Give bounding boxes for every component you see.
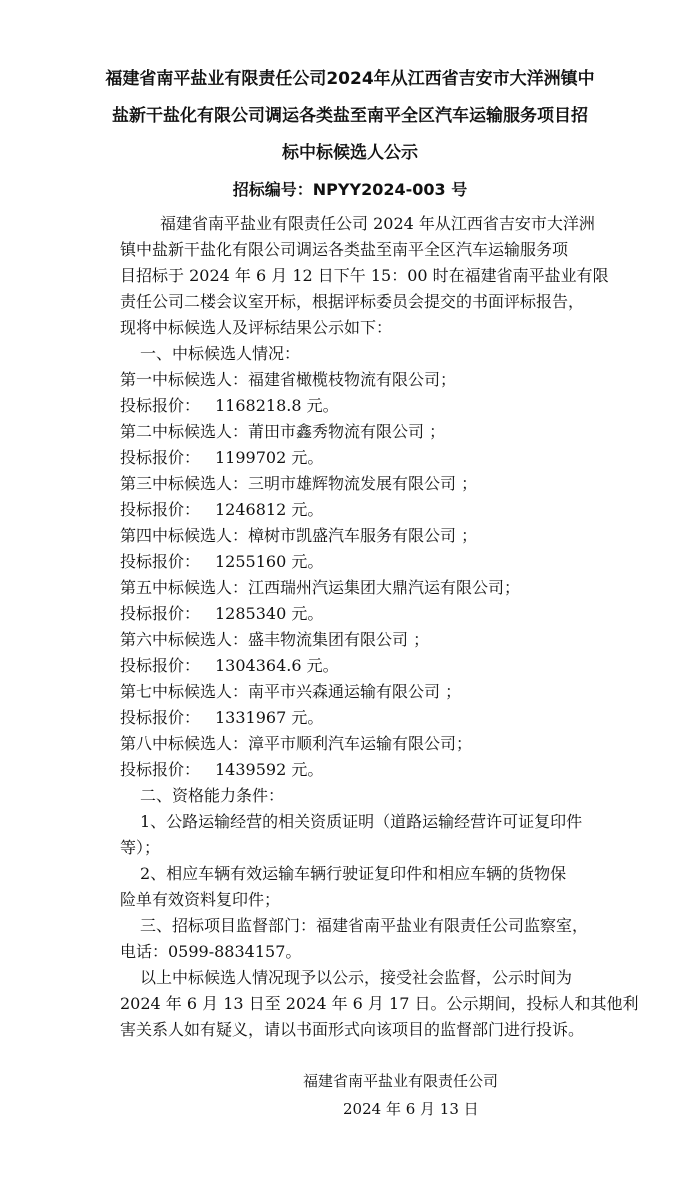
candidate-label: 第一中标候选人：	[120, 370, 249, 389]
intro-line: 镇中盐新干盐化有限公司调运各类盐至南平全区汽车运输服务项	[120, 240, 569, 259]
closing-line: 害关系人如有疑义，请以书面形式向该项目的监督部门进行投诉。	[120, 1020, 585, 1039]
supervision-phone: 电话：0599-8834157。	[120, 942, 302, 961]
section-heading: 二、资格能力条件：	[140, 786, 285, 805]
candidate-name: 江西瑞州汽运集团大鼎汽运有限公司；	[248, 578, 521, 597]
candidate-label: 第四中标候选人：	[120, 526, 249, 545]
candidate-name: 福建省橄榄枝物流有限公司；	[248, 370, 457, 389]
bid-price-label: 投标报价：	[120, 552, 201, 571]
requirement-line: 2、相应车辆有效运输车辆行驶证复印件和相应车辆的货物保	[140, 864, 567, 883]
supervision-line: 三、招标项目监督部门：福建省南平盐业有限责任公司监察室，	[140, 916, 589, 935]
title-line-3: 标中标候选人公示	[282, 143, 418, 163]
bid-price-label: 投标报价：	[120, 708, 201, 727]
intro-line: 责任公司二楼会议室开标，根据评标委员会提交的书面评标报告，	[120, 292, 585, 311]
candidate-name: 莆田市鑫秀物流有限公司 ；	[248, 422, 446, 441]
candidate-name: 漳平市顺利汽车运输有限公司；	[248, 734, 473, 753]
bid-price-label: 投标报价：	[120, 396, 201, 415]
bid-price: 1255160 元。	[215, 552, 324, 571]
bid-price: 1199702 元。	[215, 448, 324, 467]
signature-company: 福建省南平盐业有限责任公司	[303, 1072, 499, 1090]
candidate-label: 第六中标候选人：	[120, 630, 249, 649]
closing-line: 2024 年 6 月 13 日至 2024 年 6 月 17 日。公示期间，投标人和其他利	[120, 994, 639, 1013]
bid-price-label: 投标报价：	[120, 656, 201, 675]
candidate-label: 第八中标候选人：	[120, 734, 249, 753]
candidate-label: 第二中标候选人：	[120, 422, 249, 441]
bid-price: 1331967 元。	[215, 708, 324, 727]
intro-line: 现将中标候选人及评标结果公示如下：	[120, 318, 393, 337]
title-line-2: 盐新干盐化有限公司调运各类盐至南平全区汽车运输服务项目招	[112, 106, 588, 126]
intro-line: 福建省南平盐业有限责任公司 2024 年从江西省吉安市大洋洲	[160, 214, 595, 233]
requirement-line: 1、公路运输经营的相关资质证明（道路运输经营许可证复印件	[140, 812, 583, 831]
requirement-line: 等）；	[120, 838, 161, 857]
section-heading: 一、中标候选人情况：	[140, 344, 301, 363]
bid-price: 1439592 元。	[215, 760, 324, 779]
bid-price-label: 投标报价：	[120, 760, 201, 779]
bid-price-label: 投标报价：	[120, 604, 201, 623]
candidate-name: 南平市兴森通运输有限公司 ；	[248, 682, 462, 701]
title-line-1: 福建省南平盐业有限责任公司2024年从江西省吉安市大洋洲镇中	[105, 69, 595, 89]
candidate-label: 第七中标候选人：	[120, 682, 249, 701]
candidate-label: 第五中标候选人：	[120, 578, 249, 597]
bid-price: 1246812 元。	[215, 500, 324, 519]
requirement-line: 险单有效资料复印件；	[120, 890, 281, 909]
bid-price: 1168218.8 元。	[215, 396, 339, 415]
closing-line: 以上中标候选人情况现予以公示，接受社会监督，公示时间为	[140, 968, 573, 987]
candidate-name: 樟树市凯盛汽车服务有限公司 ；	[248, 526, 478, 545]
bid-price: 1285340 元。	[215, 604, 324, 623]
bid-price: 1304364.6 元。	[215, 656, 339, 675]
intro-line: 目招标于 2024 年 6 月 12 日下午 15：00 时在福建省南平盐业有限	[120, 266, 609, 285]
candidate-label: 第三中标候选人：	[120, 474, 249, 493]
candidate-name: 三明市雄辉物流发展有限公司 ；	[248, 474, 478, 493]
bid-price-label: 投标报价：	[120, 500, 201, 519]
signature-date: 2024 年 6 月 13 日	[343, 1100, 479, 1118]
candidate-name: 盛丰物流集团有限公司 ；	[248, 630, 430, 649]
bid-price-label: 投标报价：	[120, 448, 201, 467]
tender-number: 招标编号：NPYY2024-003 号	[232, 180, 468, 199]
